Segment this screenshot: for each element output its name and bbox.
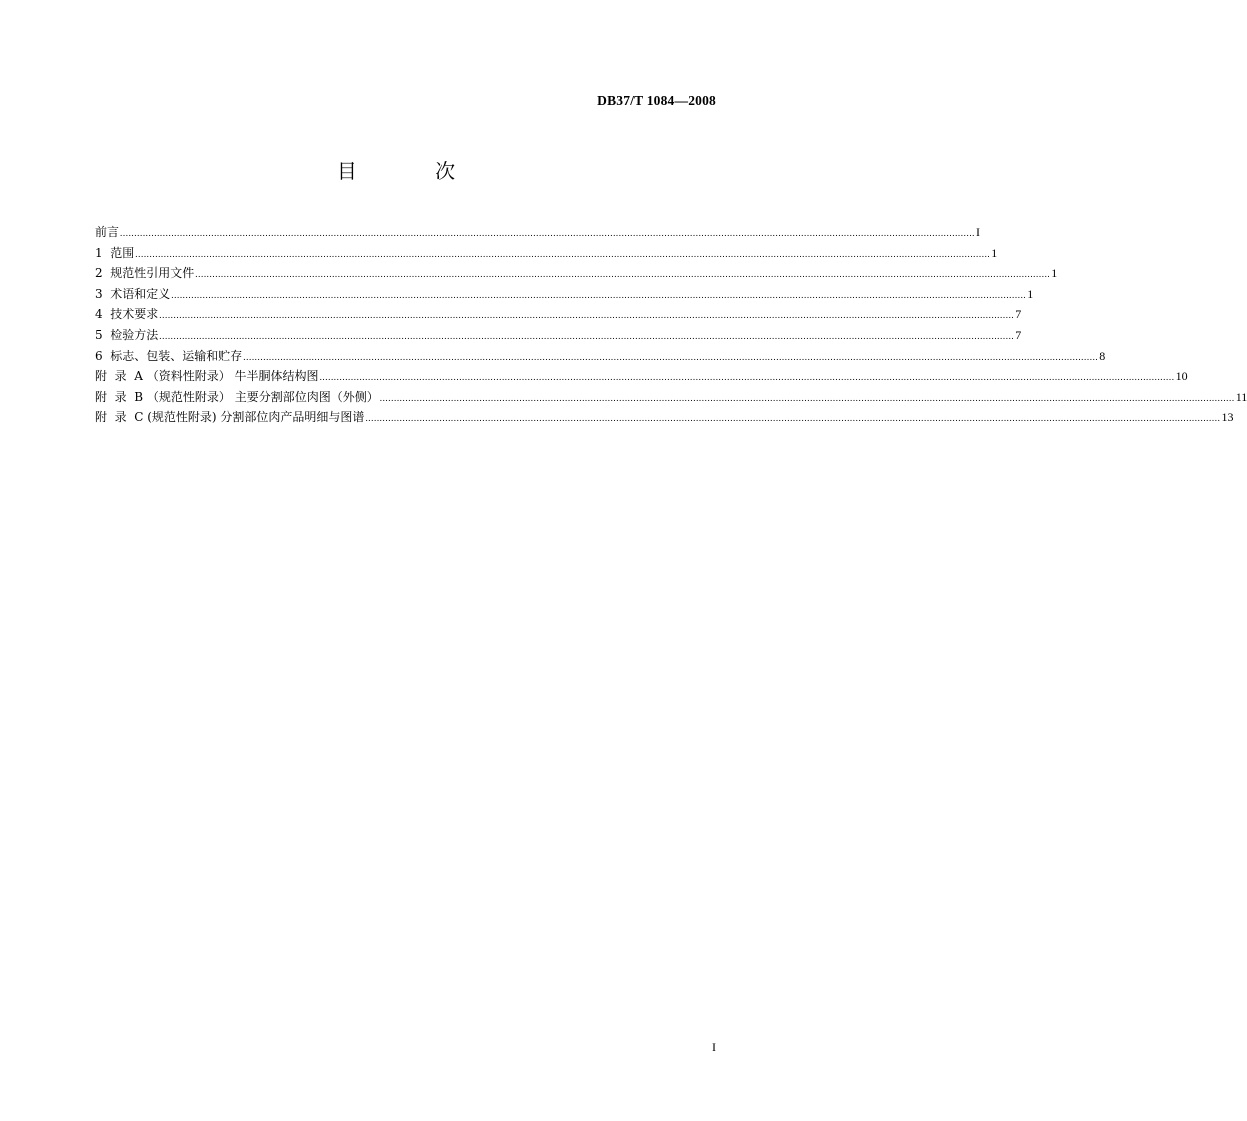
toc-entry-test-methods[interactable] bbox=[95, 325, 1022, 346]
toc-dot-leader: ............................................................................................................................................................................................................................................................................................................ bbox=[120, 228, 976, 238]
toc-entry-page: 1 bbox=[1051, 266, 1058, 281]
toc-entry-label: 6 标志、包装、运输和贮存 bbox=[95, 348, 243, 363]
toc-entry-page: 8 bbox=[1099, 348, 1106, 363]
toc-entry-label: 4 技术要求 bbox=[95, 307, 159, 322]
toc-entry-scope[interactable] bbox=[95, 243, 998, 264]
toc-entry-page: 10 bbox=[1175, 369, 1188, 384]
toc-entry-normative-references[interactable] bbox=[95, 263, 1058, 284]
toc-entry-annex-b[interactable] bbox=[95, 387, 1247, 408]
toc-entry-terms-definitions[interactable] bbox=[95, 284, 1034, 305]
toc-dot-leader: ............................................................................................................................................................................................................................................................................................................ bbox=[135, 248, 991, 259]
toc-entry-label: 附 录 C (规范性附录) 分割部位肉产品明细与图谱 bbox=[95, 410, 365, 425]
toc-entry-annex-a[interactable] bbox=[95, 366, 1188, 387]
toc-entry-page: 1 bbox=[1027, 286, 1034, 301]
table-of-contents bbox=[95, 222, 1247, 428]
toc-dot-leader: ............................................................................................................................................................................................................................................................................................................ bbox=[171, 289, 1027, 300]
toc-dot-leader: ............................................................................................................................................................................................................................................................................................................ bbox=[243, 351, 1099, 362]
toc-entry-page: 13 bbox=[1221, 410, 1234, 425]
toc-dot-leader: ............................................................................................................................................................................................................................................................................................................ bbox=[159, 310, 1015, 321]
toc-dot-leader: ............................................................................................................................................................................................................................................................................................................ bbox=[379, 392, 1235, 403]
toc-entry-annex-c[interactable] bbox=[95, 407, 1234, 428]
toc-entry-page: 7 bbox=[1015, 307, 1022, 322]
toc-entry-label: 附 录 B （规范性附录） 主要分割部位肉图（外侧） bbox=[95, 389, 379, 404]
toc-dot-leader: ............................................................................................................................................................................................................................................................................................................ bbox=[159, 330, 1015, 341]
toc-entry-label: 5 检验方法 bbox=[95, 327, 159, 342]
toc-entry-marking-packaging[interactable] bbox=[95, 346, 1106, 367]
toc-entry-label: 3 术语和定义 bbox=[95, 286, 171, 301]
toc-entry-label: 附 录 A （资料性附录） 牛半胴体结构图 bbox=[95, 369, 319, 384]
toc-title: 目 次 bbox=[336, 159, 492, 183]
page-number: I bbox=[712, 1040, 716, 1054]
toc-dot-leader: ............................................................................................................................................................................................................................................................................................................ bbox=[319, 372, 1175, 383]
toc-entry-label: 2 规范性引用文件 bbox=[95, 266, 195, 281]
toc-dot-leader: ............................................................................................................................................................................................................................................................................................................ bbox=[365, 413, 1221, 424]
toc-entry-foreword[interactable] bbox=[95, 222, 981, 243]
toc-entry-page: I bbox=[976, 225, 981, 239]
toc-dot-leader: ............................................................................................................................................................................................................................................................................................................ bbox=[195, 269, 1051, 280]
toc-entry-label: 前言 bbox=[95, 225, 120, 239]
toc-entry-label: 1 范围 bbox=[95, 245, 135, 260]
toc-entry-page: 7 bbox=[1015, 327, 1022, 342]
toc-entry-page: 11 bbox=[1235, 389, 1247, 404]
toc-entry-page: 1 bbox=[991, 245, 998, 260]
toc-entry-technical-requirements[interactable] bbox=[95, 304, 1022, 325]
document-code: DB37/T 1084—2008 bbox=[597, 93, 716, 108]
